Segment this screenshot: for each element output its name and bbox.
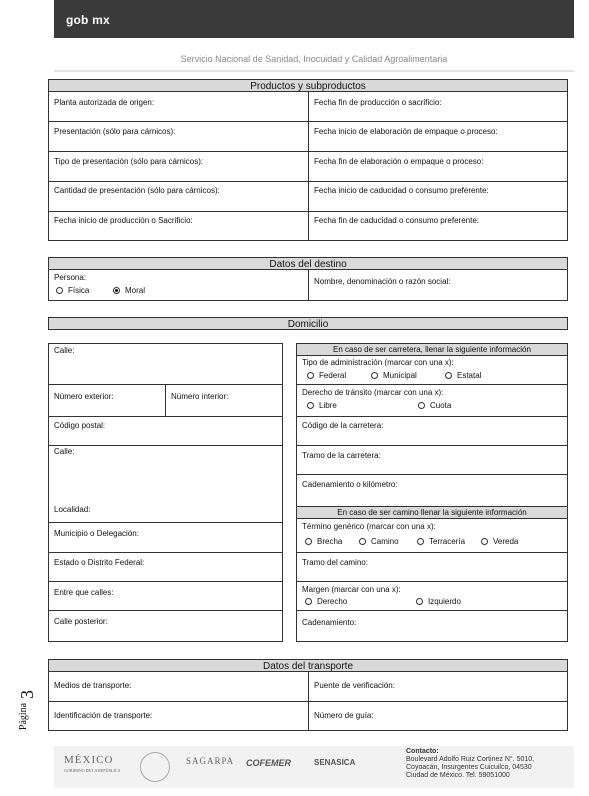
radio-circle-icon <box>305 598 312 605</box>
section-title-domicilio: Domicilio <box>48 317 568 330</box>
field-cadenamiento-km[interactable]: Cadenamiento o kilómetro: <box>302 480 398 489</box>
field-estado[interactable]: Estado o Distrito Federal: <box>54 558 145 567</box>
field-numero-guia[interactable]: Número de guía: <box>314 711 374 720</box>
radio-estatal[interactable]: Estatal <box>445 371 481 380</box>
radio-circle-icon <box>305 538 312 545</box>
carretera-subheader: En caso de ser carretera, llenar la siguiente información <box>297 344 567 356</box>
field-tipo-presentacion[interactable]: Tipo de presentación (sólo para cárnicos): <box>54 157 204 166</box>
section-title-productos: Productos y subproductos <box>48 79 568 92</box>
radio-municipal[interactable]: Municipal <box>371 371 417 380</box>
field-medios-transporte[interactable]: Medios de transporte: <box>54 681 132 690</box>
radio-brecha[interactable]: Brecha <box>305 537 342 546</box>
field-codigo-postal[interactable]: Código postal: <box>54 421 106 430</box>
domicilio-right-box <box>296 343 568 642</box>
radio-camino[interactable]: Camino <box>359 537 399 546</box>
field-cantidad-presentacion[interactable]: Cantidad de presentación (sólo para cárnicos): <box>54 186 220 195</box>
destino-box <box>48 269 568 301</box>
field-fecha-inicio-empaque[interactable]: Fecha inicio de elaboración de empaque o proceso: <box>314 127 498 136</box>
radio-izquierdo[interactable]: Izquierdo <box>416 597 461 606</box>
section-title-destino: Datos del destino <box>48 257 568 270</box>
header <box>54 0 574 72</box>
radio-checked-icon <box>113 287 120 294</box>
termino-generico-label: Término genérico (marcar con una x): <box>302 522 436 531</box>
field-calle-2[interactable]: Calle: <box>54 447 75 456</box>
productos-box <box>48 91 568 241</box>
field-fecha-inicio-caducidad[interactable]: Fecha inicio de caducidad o consumo preferente: <box>314 186 489 195</box>
field-puente-verificacion[interactable]: Puente de verificación: <box>314 681 395 690</box>
camino-subheader: En caso de ser camino llenar la siguiente información <box>297 507 567 519</box>
section-title-transporte: Datos del transporte <box>48 659 568 672</box>
field-fecha-fin-caducidad[interactable]: Fecha fin de caducidad o consumo preferente: <box>314 216 479 225</box>
mexico-logo: MÉXICO GOBIERNO DE LA REPÚBLICA <box>64 754 121 773</box>
field-calle[interactable]: Calle: <box>54 346 75 355</box>
field-numero-exterior[interactable]: Número exterior: <box>54 392 114 401</box>
field-cadenamiento[interactable]: Cadenamiento: <box>302 618 357 627</box>
field-municipio[interactable]: Municipio o Delegación: <box>54 529 139 538</box>
radio-circle-icon <box>445 372 452 379</box>
radio-vereda[interactable]: Vereda <box>481 537 518 546</box>
persona-label: Persona: <box>54 273 87 282</box>
radio-circle-icon <box>417 538 424 545</box>
radio-circle-icon <box>371 372 378 379</box>
field-tramo-carretera[interactable]: Tramo de la carretera: <box>302 451 381 460</box>
cofemer-logo: COFEMER <box>246 758 291 768</box>
field-fecha-fin-empaque[interactable]: Fecha fin de elaboración o empaque o proceso: <box>314 157 484 166</box>
field-fecha-fin-produccion[interactable]: Fecha fin de producción o sacrificio: <box>314 98 442 107</box>
field-presentacion[interactable]: Presentación (sólo para cárnicos): <box>54 127 176 136</box>
field-nombre-razon-social[interactable]: Nombre, denominación o razón social: <box>314 277 451 286</box>
radio-circle-icon <box>307 402 314 409</box>
derecho-transito-label: Derecho de tránsito (marcar con una x): <box>302 388 444 397</box>
field-codigo-carretera[interactable]: Código de la carretera: <box>302 421 384 430</box>
margen-label: Margen (marcar con una x): <box>302 585 401 594</box>
radio-circle-icon <box>307 372 314 379</box>
radio-libre[interactable]: Libre <box>307 401 337 410</box>
field-entre-calles[interactable]: Entre que calles: <box>54 588 114 597</box>
radio-persona-moral[interactable]: Moral <box>113 286 145 295</box>
field-numero-interior[interactable]: Número interior: <box>171 392 229 401</box>
senasica-logo: SENASICA <box>314 758 356 767</box>
field-calle-posterior[interactable]: Calle posterior: <box>54 617 108 626</box>
header-subtitle: Servicio Nacional de Sanidad, Inocuidad y Calidad Agroalimentaria <box>180 54 448 64</box>
seal-icon <box>140 752 170 782</box>
brand-logo: gob mx <box>66 13 110 27</box>
radio-circle-icon <box>418 402 425 409</box>
domicilio-left-box <box>48 343 283 642</box>
radio-circle-icon <box>416 598 423 605</box>
field-identificacion-transporte[interactable]: Identificación de transporte: <box>54 711 153 720</box>
contact-info: Contacto: Boulevard Adolfo Ruiz Cortinez N°. 5010, Coyoacán, Insurgentes Cuicuilco, 04530 Ciudad de México. Tel. 59051000 <box>406 748 535 779</box>
field-fecha-inicio-produccion[interactable]: Fecha inicio de producción o Sacrificio: <box>54 216 193 225</box>
radio-circle-icon <box>359 538 366 545</box>
radio-terraceria[interactable]: Terracería <box>417 537 465 546</box>
radio-circle-icon <box>481 538 488 545</box>
header-bar <box>54 0 574 38</box>
page-number: 3 Página <box>17 690 37 731</box>
transporte-box <box>48 671 568 731</box>
field-localidad[interactable]: Localidad: <box>54 505 91 514</box>
radio-persona-fisica[interactable]: Física <box>56 286 89 295</box>
footer <box>54 746 574 788</box>
field-tramo-camino[interactable]: Tramo del camino: <box>302 558 368 567</box>
radio-derecho[interactable]: Derecho <box>305 597 347 606</box>
radio-federal[interactable]: Federal <box>307 371 346 380</box>
tipo-admin-label: Tipo de administración (marcar con una x): <box>302 358 454 367</box>
field-planta-origen[interactable]: Planta autorizada de origen: <box>54 98 155 107</box>
sagarpa-logo: SAGARPA <box>186 756 235 766</box>
radio-circle-icon <box>56 287 63 294</box>
radio-cuota[interactable]: Cuota <box>418 401 451 410</box>
